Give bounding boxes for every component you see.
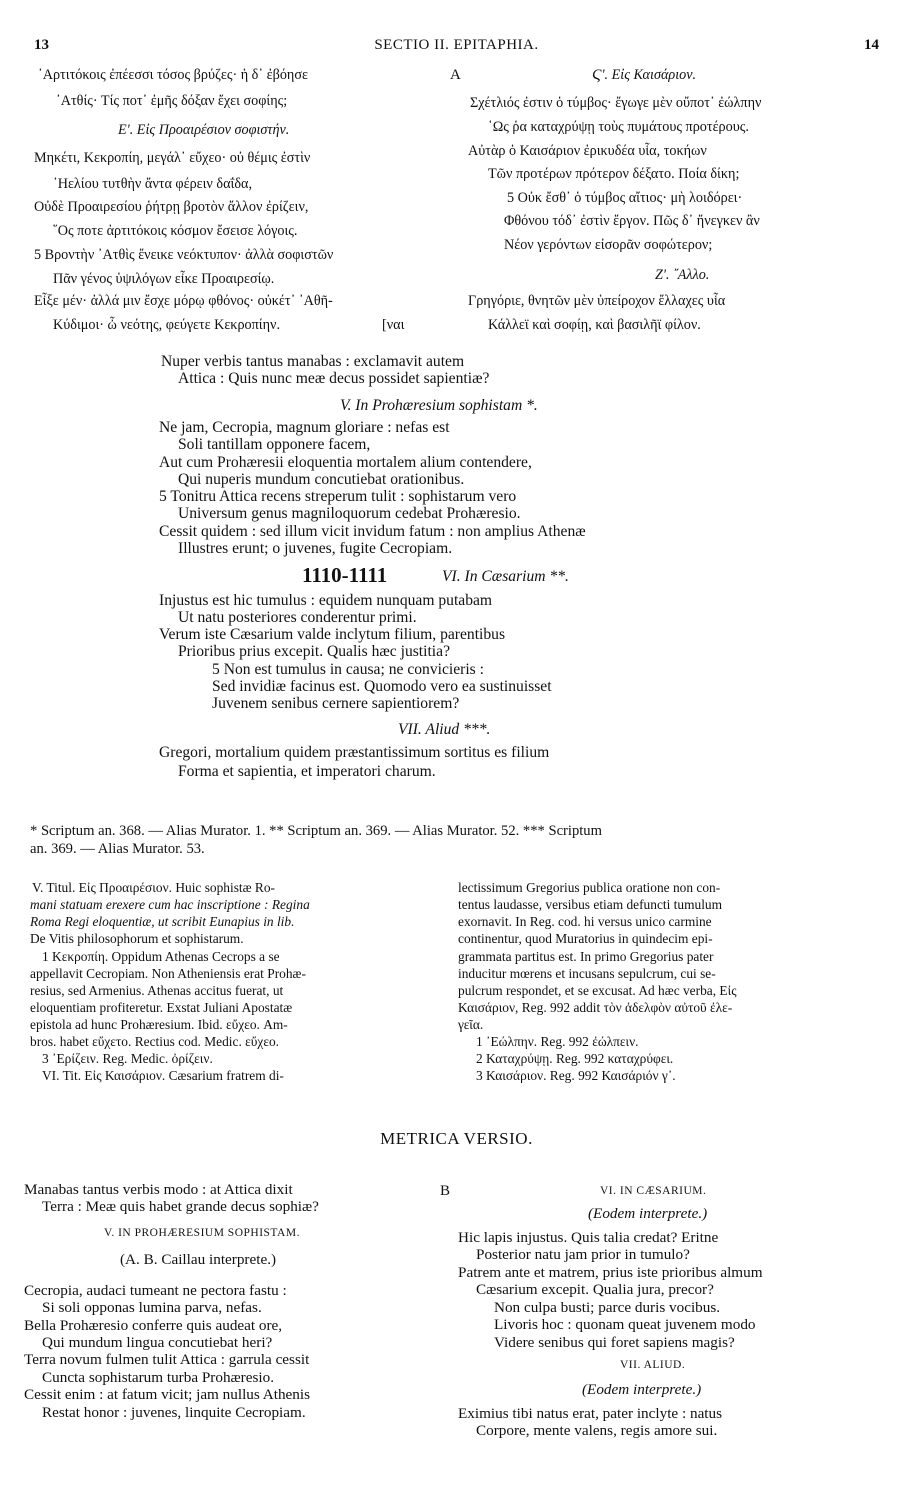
verse-line: Cecropia, audaci tumeant ne pectora fastu : xyxy=(24,1282,287,1299)
note-line: grammata partitus est. In primo Gregorius pater xyxy=(458,949,714,964)
note-line: Καισάριον, Reg. 992 addit τὸν ἀδελφὸν αὐτοῦ ἐλε- xyxy=(458,1000,733,1015)
latin-line: Illustres erunt; o juvenes, fugite Cecropiam. xyxy=(178,540,453,557)
note-line: epistola ad hunc Prohæresium. Ibid. εὔχεο. Am- xyxy=(30,1017,288,1032)
interpreter-line: (Eodem interprete.) xyxy=(582,1381,702,1398)
section-heading: VI. In Cæsarium **. xyxy=(442,568,569,585)
note-line: 1 Κεκροπίη. Oppidum Athenas Cecrops a se xyxy=(42,949,280,964)
footnote-line: * Scriptum an. 368. — Alias Murator. 1. ** Scriptum an. 369. — Alias Murator. 52. *** Scriptum xyxy=(30,823,602,839)
greek-line: Νέον γερόντων εἰσορᾶν σοφώτερον; xyxy=(504,237,713,253)
greek-line: Μηκέτι, Κεκροπίη, μεγάλ᾿ εὔχεο· οὐ θέμις ἐστὶν xyxy=(34,150,311,166)
note-line: continentur, quod Muratorius in quindecim epi- xyxy=(458,931,713,946)
greek-line: ᾿Ατθίς· Τίς ποτ᾿ ἐμῆς δόξαν ἔχει σοφίης; xyxy=(56,93,288,109)
section-heading: V. IN PROHÆRESIUM SOPHISTAM. xyxy=(104,1227,300,1239)
verse-line: Cæsarium excepit. Qualia jura, precor? xyxy=(476,1281,714,1298)
note-line: resius, sed Armenius. Athenas accitus fuerat, ut xyxy=(30,983,284,998)
greek-line-continuation: [ναι xyxy=(382,317,405,333)
verse-line: Cessit enim : at fatum vicit; jam nullus Athenis xyxy=(24,1386,311,1403)
section-heading: VI. IN CÆSARIUM. xyxy=(600,1185,707,1197)
note-line: mani statuam erexere cum hac inscriptione : Regina xyxy=(30,897,310,912)
greek-line: Κάλλεϊ καὶ σοφίῃ, καὶ βασιλῆϊ φίλον. xyxy=(488,317,701,333)
latin-line: Juvenem senibus cernere sapientiorem? xyxy=(212,695,460,712)
latin-line: Prioribus prius excepit. Qualis hæc justitia? xyxy=(178,643,450,660)
greek-line: Εἶξε μέν· ἀλλά μιν ἔσχε μόρῳ φθόνος· οὐκέτ᾿ ᾿Αθῆ- xyxy=(34,293,333,309)
latin-line: Sed invidiæ facinus est. Quomodo vero ea sustinuisset xyxy=(212,678,552,695)
latin-line: Ne jam, Cecropia, magnum gloriare : nefas est xyxy=(159,419,450,436)
note-line: lectissimum Gregorius publica oratione non con- xyxy=(458,880,721,895)
note-line: Roma Regi eloquentiæ, ut scribit Eunapius in lib. xyxy=(30,914,295,929)
verse-line: Hic lapis injustus. Quis talia credat? Eritne xyxy=(458,1229,719,1246)
note-line: exornavit. In Reg. cod. hi versus unico carmine xyxy=(458,914,712,929)
margin-mark-b: B xyxy=(440,1183,451,1199)
greek-line: 5 Βροντὴν ᾿Ατθὶς ἔνεικε νεόκτυπον· ἀλλὰ σοφιστῶν xyxy=(34,247,334,263)
verse-line: Posterior natu jam prior in tumulo? xyxy=(476,1246,690,1263)
section-heading: V. In Prohæresium sophistam *. xyxy=(340,397,538,414)
verse-line: Non culpa busti; parce duris vocibus. xyxy=(494,1299,721,1316)
page-number-right: 14 xyxy=(864,37,879,53)
verse-line: Livoris hoc : quonam queat juvenem modo xyxy=(494,1316,756,1333)
verse-line: Videre senibus qui foret sapiens magis? xyxy=(494,1334,735,1351)
greek-line: Τῶν προτέρων πρότερον δέξατο. Ποία δίκη; xyxy=(488,166,740,182)
latin-line: Gregori, mortalium quidem præstantissimum sortitus es filium xyxy=(159,744,550,761)
greek-line: ῞Ος ποτε ἀρτιτόκοις κόσμον ἔσεισε λόγοις. xyxy=(53,223,298,239)
latin-line: Aut cum Prohæresii eloquentia mortalem alium contendere, xyxy=(159,454,532,471)
greek-line: Φθόνου τόδ᾿ ἐστὶν ἔργον. Πῶς δ᾿ ἤνεγκεν ἂν xyxy=(504,213,760,229)
note-line: 2 Καταχρύψῃ. Reg. 992 καταχρύφει. xyxy=(476,1051,674,1066)
greek-line: ᾿Αρτιτόκοις ἐπέεσσι τόσος βρύζες· ἡ δ᾿ ἐβόησε xyxy=(38,67,308,83)
note-line: inducitur mœrens et incusans sepulcrum, cui se- xyxy=(458,966,716,981)
verse-line: Terra novum fulmen tulit Attica : garrula cessit xyxy=(24,1351,310,1368)
latin-line: 5 Tonitru Attica recens streperum tulit : sophistarum vero xyxy=(159,488,517,505)
latin-line: 5 Non est tumulus in causa; ne convicieris : xyxy=(212,661,484,678)
section-heading: Ζʹ. ῎Αλλο. xyxy=(655,267,710,283)
column-number: 1110-1111 xyxy=(302,563,388,587)
verse-line: Corpore, mente valens, regis amore sui. xyxy=(476,1422,718,1439)
greek-line: Πᾶν γένος ὑψιλόγων εἶκε Προαιρεσίῳ. xyxy=(53,271,275,287)
verse-line: Manabas tantus verbis modo : at Attica dixit xyxy=(24,1181,293,1198)
latin-line: Soli tantillam opponere facem, xyxy=(178,436,371,453)
verse-line: Qui mundum lingua concutiebat heri? xyxy=(42,1334,273,1351)
latin-line: Injustus est hic tumulus : equidem nunquam putabam xyxy=(159,592,493,609)
note-line: 3 ᾿Ερίζειν. Reg. Medic. ὀρίζειν. xyxy=(42,1051,213,1066)
section-heading: Ϛʹ. Εἰς Καισάριον. xyxy=(592,67,697,83)
verse-line: Bella Prohæresio conferre quis audeat ore, xyxy=(24,1317,283,1334)
metrica-title: METRICA VERSIO. xyxy=(380,1129,533,1148)
greek-line: Αὐτὰρ ὁ Καισάριον ἐρικυδέα υἷα, τοκήων xyxy=(468,143,707,159)
greek-line: ᾿Ηελίου τυτθὴν ἄντα φέρειν δαΐδα, xyxy=(53,176,252,192)
verse-line: Terra : Meæ quis habet grande decus sophiæ? xyxy=(42,1198,319,1215)
greek-line: Σχέτλιός ἐστιν ὁ τύμβος· ἔγωγε μὲν οὔποτ᾿ ἐώλπην xyxy=(470,95,762,111)
greek-line: Γρηγόριε, θνητῶν μὲν ὑπείροχον ἔλλαχες υἷα xyxy=(468,293,726,309)
latin-line: Ut natu posteriores conderentur primi. xyxy=(178,609,417,626)
page-number-left: 13 xyxy=(34,37,49,53)
note-line: pulcrum respondet, et se excusat. Ad hæc verba, Εἰς xyxy=(458,983,737,998)
note-line: De Vitis philosophorum et sophistarum. xyxy=(30,931,244,946)
note-line: bros. habet εὔχετο. Rectius cod. Medic. εὔχεο. xyxy=(30,1034,280,1049)
verse-line: Patrem ante et matrem, prius iste prioribus almum xyxy=(458,1264,763,1281)
verse-line: Cuncta sophistarum turba Prohæresio. xyxy=(42,1369,275,1386)
latin-line: Attica : Quis nunc meæ decus possidet sapientiæ? xyxy=(178,370,490,387)
verse-line: Eximius tibi natus erat, pater inclyte : natus xyxy=(458,1405,723,1422)
latin-line: Nuper verbis tantus manabas : exclamavit autem xyxy=(161,353,465,370)
margin-mark-a: A xyxy=(450,67,461,83)
latin-line: Cessit quidem : sed illum vicit invidum fatum : non amplius Athenæ xyxy=(159,523,586,540)
interpreter-line: (A. B. Caillau interprete.) xyxy=(120,1251,277,1268)
note-line: 3 Καισάριον. Reg. 992 Καισάριόν γ᾿. xyxy=(476,1068,676,1083)
note-line: VI. Tit. Εἰς Καισάριον. Cæsarium fratrem di- xyxy=(42,1068,284,1083)
greek-line: 5 Οὐκ ἔσθ᾿ ὁ τύμβος αἴτιος· μὴ λοιδόρει· xyxy=(507,190,743,206)
verse-line: Si soli opponas lumina parva, nefas. xyxy=(42,1299,262,1316)
note-line: γεῖα. xyxy=(458,1017,484,1032)
note-line: eloquentiam profiteretur. Exstat Juliani Apostatæ xyxy=(30,1000,293,1015)
latin-line: Verum iste Cæsarium valde inclytum filium, parentibus xyxy=(159,626,506,643)
greek-line: Οὐδὲ Προαιρεσίου ῥήτρῃ βροτὸν ἄλλον ἐρίζειν, xyxy=(34,199,309,215)
section-heading: VII. ALIUD. xyxy=(620,1359,686,1371)
note-line: tentus laudasse, versibus etiam defuncti tumulum xyxy=(458,897,723,912)
note-line: V. Titul. Εἰς Προαιρέσιον. Huic sophistæ Ro- xyxy=(32,880,276,895)
latin-line: Universum genus magniloquorum cedebat Prohæresio. xyxy=(178,505,521,522)
latin-line: Forma et sapientia, et imperatori charum. xyxy=(178,763,436,780)
interpreter-line: (Eodem interprete.) xyxy=(588,1205,708,1222)
greek-line: Κύδιμοι· ὦ νεότης, φεύγετε Κεκροπίην. xyxy=(53,317,280,333)
greek-line: ῾Ως ῥα καταχρύψῃ τοὺς πυμάτους προτέρους. xyxy=(488,119,749,135)
verse-line: Restat honor : juvenes, linquite Cecropiam. xyxy=(42,1404,306,1421)
footnote-line: an. 369. — Alias Murator. 53. xyxy=(30,841,205,857)
note-line: 1 ᾿Εώλπην. Reg. 992 ἐώλπειν. xyxy=(476,1034,639,1049)
section-heading: VII. Aliud ***. xyxy=(398,721,491,738)
running-title: SECTIO II. EPITAPHIA. xyxy=(374,37,539,53)
latin-line: Qui nuperis mundum concutiebat orationibus. xyxy=(178,471,465,488)
section-heading: Εʹ. Εἰς Προαιρέσιον σοφιστήν. xyxy=(118,122,290,138)
note-line: appellavit Cecropiam. Non Atheniensis erat Prohæ- xyxy=(30,966,306,981)
